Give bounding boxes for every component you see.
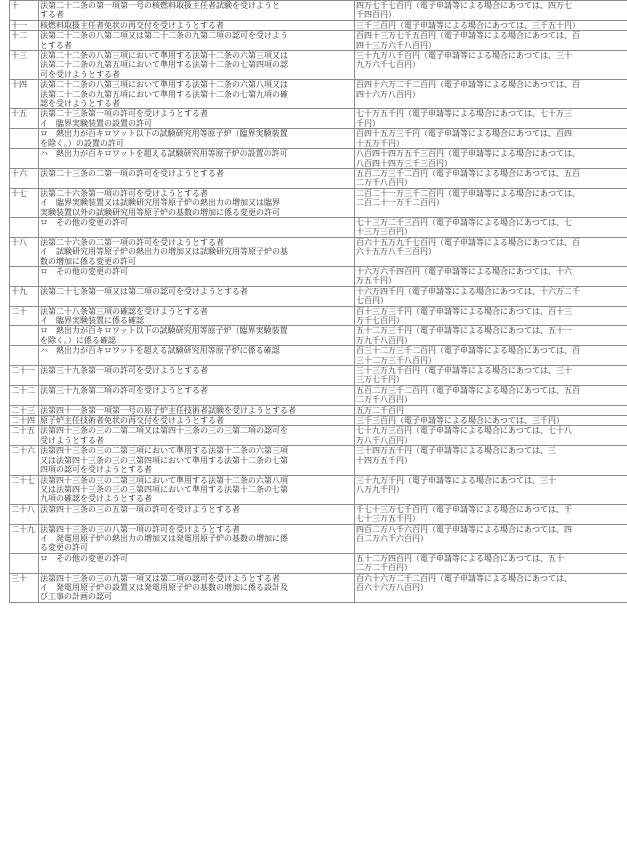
applicant-description [39, 51, 355, 80]
table-row [10, 1, 627, 21]
text-line: 三万七千円） [356, 375, 404, 385]
fee-amount [355, 20, 627, 30]
text-line: 百四十六万二千二百円（電子申請等による場合にあつては、百 [356, 80, 580, 90]
text-line: 七十三万二千三百円（電子申請等による場合にあつては、七 [356, 217, 572, 227]
applicant-description [39, 553, 355, 573]
text-line: 九万六千七百円） [356, 60, 420, 70]
fee-amount [355, 188, 627, 217]
text-line: 法第二十二条の九第五項において準用する法第十二条の七第九項の確 [40, 89, 288, 99]
text-line: ハ 熱出力が百キロワットを超える試験研究用等原子炉の設置の許可 [40, 149, 288, 159]
item-number-continuation [10, 217, 39, 237]
item-number: 十九 [10, 286, 39, 306]
applicant-description [39, 416, 355, 426]
text-line: 法第四十三条の三の二第二項又は第四十三条の三の三第二項の認可を [40, 426, 288, 436]
item-number: 十一 [10, 20, 39, 30]
text-line: 法第三十九条第二項の許可を受けようとする者 [40, 385, 208, 395]
item-number: 二十六 [10, 446, 39, 475]
text-line: 三十九万八千百円（電子申請等による場合にあつては、三十 [356, 51, 572, 61]
item-number: 三十 [10, 573, 39, 602]
table-row [10, 168, 627, 188]
text-line: する者 [40, 10, 64, 20]
applicant-description [39, 80, 355, 109]
text-line: 法第四十三条の三の五第一項の許可を受けようとする者 [40, 504, 240, 514]
item-number: 十六 [10, 168, 39, 188]
item-number: 二十二 [10, 385, 39, 405]
fee-amount [355, 426, 627, 446]
text-line: び工事の計画の認可 [40, 592, 112, 602]
text-line: を除く。）に係る確認 [40, 335, 116, 345]
fee-schedule-document [9, 0, 623, 603]
text-line: 核燃料取扱主任者免状の再交付を受けようとする者 [40, 20, 224, 30]
table-row [10, 416, 627, 426]
text-line: 十五万千円） [356, 138, 404, 148]
applicant-description [39, 426, 355, 446]
text-line: 七十九万三百円（電子申請等による場合にあつては、七十八 [356, 426, 572, 436]
text-line: 八万九千円） [356, 484, 404, 494]
text-line: 千七十三万七千百円（電子申請等による場合にあつては、千 [356, 504, 572, 514]
fee-amount [355, 416, 627, 426]
item-number: 十五 [10, 109, 39, 129]
text-line: 二万二千百円） [356, 563, 412, 573]
text-line: 百二万六千六百円） [356, 533, 428, 543]
text-line: 法第四十三条の三の八第一項の許可を受けようとする者 [40, 524, 240, 534]
text-line: 法第二十三条の二第一項の許可を受けようとする者 [40, 168, 224, 178]
applicant-description [39, 475, 355, 504]
text-line: ロ その他の変更の許可 [40, 266, 128, 276]
text-line: 法第四十三条の三の九第一項又は第二項の認可を受けようとする者 [40, 573, 280, 583]
text-line: 法第三十九条第一項の許可を受けようとする者 [40, 366, 208, 376]
text-line: イ 試験研究用等原子炉の熱出力の増加又は試験研究用等原子炉の基 [40, 247, 288, 257]
text-line: 法第二十六条の二第一項の許可を受けようとする者 [40, 237, 224, 247]
applicant-description [39, 20, 355, 30]
text-line: 百四十五万三千円（電子申請等による場合にあつては、百四 [356, 129, 572, 139]
item-number: 二十五 [10, 426, 39, 446]
text-line: ロ 熱出力が百キロワット以下の試験研究用等原子炉（臨界実験装置 [40, 129, 288, 139]
item-number-continuation [10, 346, 39, 366]
text-line: 百六十五万九千七百円（電子申請等による場合にあつては、百 [356, 237, 580, 247]
text-line: 法第四十三条の三の二第三項において準用する法第十二条の六第八項 [40, 475, 288, 485]
item-number-continuation [10, 129, 39, 149]
table-row [10, 405, 627, 415]
text-line: 四百二万八千六百円（電子申請等による場合にあつては、四 [356, 524, 572, 534]
text-line: 百四十三万七千五百円（電子申請等による場合にあつては、百 [356, 31, 580, 41]
item-number: 十 [10, 1, 39, 21]
text-line: 四十三万六千八百円） [356, 40, 436, 50]
text-line: とする者 [40, 40, 72, 50]
item-number-continuation [10, 553, 39, 573]
applicant-description [39, 306, 355, 326]
item-number: 十四 [10, 80, 39, 109]
text-line: 受けようとする者 [40, 435, 104, 445]
text-line: 十三万三百円） [356, 227, 412, 237]
fee-amount [355, 80, 627, 109]
text-line: 百六十六万二千二百円（電子申請等による場合にあつては、 [356, 573, 572, 583]
text-line: 五十二万三千円（電子申請等による場合にあつては、五十一 [356, 326, 572, 336]
item-number-continuation [10, 266, 39, 286]
fee-amount [355, 217, 627, 237]
fee-amount [355, 446, 627, 475]
text-line: 千四百円） [356, 10, 396, 20]
text-line: 原子炉主任技術者免状の再交付を受けようとする者 [40, 416, 224, 426]
text-line: ロ その他の変更の許可 [40, 553, 128, 563]
applicant-description [39, 346, 355, 366]
text-line: 法第二十三条第一項の許可を受けようとする者 [40, 109, 208, 119]
text-line: イ 発電用原子炉の熱出力の増加又は発電用原子炉の基数の増加に係 [40, 533, 288, 543]
text-line: イ 臨界実験装置に係る確認 [40, 316, 144, 325]
applicant-description [39, 446, 355, 475]
fee-amount [355, 266, 627, 286]
table-row [10, 446, 627, 475]
text-line: 三千三百円（電子申請等による場合にあつては、三千五十円） [356, 20, 580, 30]
item-number-continuation [10, 149, 39, 169]
applicant-description [39, 217, 355, 237]
text-line: 八百四十四万五千三百円（電子申請等による場合にあつては、 [356, 149, 580, 159]
table-row [10, 573, 627, 602]
table-row [10, 475, 627, 504]
text-line: 法第二十二条の第一項第一号の核燃料取扱主任者試験を受けようと [40, 1, 280, 10]
text-line: 又は法第四十三条の三の三第四項において準用する法第十二条の七第 [40, 484, 288, 494]
fee-amount [355, 524, 627, 553]
fee-amount [355, 1, 627, 21]
text-line: 五百二万三千二百円（電子申請等による場合にあつては、五百 [356, 168, 580, 178]
table-row [10, 109, 627, 129]
applicant-description [39, 149, 355, 169]
applicant-description [39, 524, 355, 553]
applicant-description [39, 31, 355, 51]
text-line: 二百二十一万三千二百円（電子申請等による場合にあつては、 [356, 188, 580, 198]
text-line: 十六万四千円（電子申請等による場合にあつては、十六万二千 [356, 286, 580, 296]
table-row [10, 149, 627, 169]
text-line: 九項の確認を受けようとする者 [40, 494, 152, 504]
text-line: 七十三万五千円） [356, 514, 420, 524]
fee-amount [355, 385, 627, 405]
table-row [10, 217, 627, 237]
text-line: 法第二十八条第三項の確認を受けようとする者 [40, 306, 208, 316]
text-line: イ 臨界実験装置の設置の許可 [40, 118, 152, 128]
fee-amount [355, 326, 627, 346]
text-line: 百十三万三千円（電子申請等による場合にあつては、百十三 [356, 306, 572, 316]
applicant-description [39, 237, 355, 266]
applicant-description [39, 326, 355, 346]
applicant-description [39, 573, 355, 602]
fee-amount [355, 286, 627, 306]
text-line: イ 発電用原子炉の設置又は発電用原子炉の基数の増加に係る設計及 [40, 582, 288, 592]
text-line: 法第二十六条第一項の許可を受けようとする者 [40, 188, 208, 198]
item-number: 二十七 [10, 475, 39, 504]
fee-amount [355, 51, 627, 80]
text-line: 数の増加に係る変更の許可 [40, 256, 136, 266]
text-line: 三十二万三千八百円） [356, 355, 436, 365]
text-line: 五十二万四百円（電子申請等による場合にあつては、五十 [356, 553, 564, 563]
table-row [10, 306, 627, 326]
item-number: 二十九 [10, 524, 39, 553]
text-line: 四十六万八百円） [356, 89, 420, 99]
fee-amount [355, 306, 627, 326]
fee-amount [355, 366, 627, 386]
table-row [10, 524, 627, 553]
text-line: 法第四十一条第一項第一号の原子炉主任技術者試験を受けようとする者 [40, 405, 296, 415]
table-row [10, 366, 627, 386]
fee-amount [355, 149, 627, 169]
text-line: 十六万六千四百円（電子申請等による場合にあつては、十六 [356, 266, 572, 276]
text-line: 又は法第四十三条の三の三第四項において準用する法第十二条の七第 [40, 455, 288, 465]
fee-table [9, 0, 627, 603]
text-line: 百六十六万八百円） [356, 582, 428, 592]
text-line: 四万七千七百円（電子申請等による場合にあつては、四万七 [356, 1, 572, 10]
text-line: イ 臨界実験装置又は試験研究用等原子炉の熱出力の増加又は臨界 [40, 198, 280, 208]
fee-amount [355, 237, 627, 266]
item-number-continuation [10, 326, 39, 346]
text-line: ロ その他の変更の許可 [40, 217, 128, 227]
table-row [10, 51, 627, 80]
text-line: 万八千八百円） [356, 435, 412, 445]
text-line: ロ 熱出力が百キロワット以下の試験研究用等原子炉（臨界実験装置 [40, 326, 288, 336]
table-row [10, 266, 627, 286]
text-line: 四項の認可を受けようとする者 [40, 465, 152, 475]
fee-amount [355, 346, 627, 366]
table-row [10, 385, 627, 405]
item-number: 二十八 [10, 504, 39, 524]
table-row [10, 129, 627, 149]
fee-amount [355, 475, 627, 504]
text-line: 五百二万三千二百円（電子申請等による場合にあつては、五百 [356, 385, 580, 395]
text-line: 二百二十一万千二百円） [356, 198, 444, 208]
text-line: 六十五万八千三百円） [356, 247, 436, 257]
text-line: 実験装置以外の試験研究用等原子炉の基数の増加に係る変更の許可 [40, 207, 280, 217]
table-row [10, 326, 627, 346]
applicant-description [39, 366, 355, 386]
fee-amount [355, 129, 627, 149]
text-line: 三十三万九千百円（電子申請等による場合にあつては、三十 [356, 366, 572, 376]
applicant-description [39, 109, 355, 129]
table-row [10, 188, 627, 217]
text-line: 法第二十七条第一項又は第二項の認可を受けようとする者 [40, 286, 248, 296]
text-line: ハ 熱出力が百キロワットを超える試験研究用等原子炉に係る確認 [40, 346, 280, 356]
text-line: 万九千八百円） [356, 335, 412, 345]
applicant-description [39, 1, 355, 21]
applicant-description [39, 188, 355, 217]
text-line: 十四万五千円） [356, 455, 412, 465]
text-line: 可を受けようとする者 [40, 69, 120, 79]
text-line: 法第二十二条の八第三項において準用する法第十二条の六第三項又は [40, 51, 288, 61]
fee-table-body [10, 1, 627, 603]
text-line: 法第二十二条の九第五項において準用する法第十二条の七第四項の認 [40, 60, 288, 70]
table-row [10, 346, 627, 366]
text-line: 三千三百円（電子申請等による場合にあつては、三千円） [356, 416, 564, 426]
table-row [10, 31, 627, 51]
item-number: 十二 [10, 31, 39, 51]
table-row [10, 237, 627, 266]
fee-amount [355, 405, 627, 415]
text-line: る変更の許可 [40, 543, 88, 553]
text-line: 七十万五千円（電子申請等による場合にあつては、七十万三 [356, 109, 572, 119]
fee-amount [355, 31, 627, 51]
applicant-description [39, 266, 355, 286]
table-row [10, 80, 627, 109]
item-number: 十八 [10, 237, 39, 266]
text-line: 法第二十二条の八第二項又は第二十二条の九第二項の認可を受けよう [40, 31, 288, 41]
item-number: 二十四 [10, 416, 39, 426]
text-line: 三十九万千円（電子申請等による場合にあつては、三十 [356, 475, 556, 485]
table-row [10, 286, 627, 306]
fee-amount [355, 573, 627, 602]
text-line: 八百四十四万三千三百円） [356, 158, 452, 168]
table-row [10, 553, 627, 573]
item-number: 二十 [10, 306, 39, 326]
table-row [10, 504, 627, 524]
applicant-description [39, 168, 355, 188]
table-row [10, 20, 627, 30]
text-line: 二万千八百円） [356, 178, 412, 188]
item-number: 二十一 [10, 366, 39, 386]
item-number: 十七 [10, 188, 39, 217]
text-line: 万千七百円） [356, 316, 404, 325]
applicant-description [39, 405, 355, 415]
text-line: 百三十二万三千二百円（電子申請等による場合にあつては、百 [356, 346, 580, 356]
text-line: 法第四十三条の三の二第三項において準用する法第十二条の六第三項 [40, 446, 288, 456]
text-line: 法第二十二条の八第三項において準用する法第十二条の六第八項又は [40, 80, 288, 90]
fee-amount [355, 168, 627, 188]
fee-amount [355, 504, 627, 524]
text-line: 認を受けようとする者 [40, 99, 120, 109]
text-line: 三十四万五千円（電子申請等による場合にあつては、三 [356, 446, 556, 456]
applicant-description [39, 129, 355, 149]
text-line: 万五千円） [356, 276, 396, 286]
applicant-description [39, 385, 355, 405]
item-number: 二十三 [10, 405, 39, 415]
fee-amount [355, 109, 627, 129]
text-line: 七百円） [356, 296, 388, 306]
text-line: 二万千八百円） [356, 395, 412, 405]
text-line: を除く。）の設置の許可 [40, 138, 124, 148]
fee-amount [355, 553, 627, 573]
text-line: 千円） [356, 118, 380, 128]
text-line: 五万二千百円 [356, 405, 404, 415]
applicant-description [39, 286, 355, 306]
applicant-description [39, 504, 355, 524]
table-row [10, 426, 627, 446]
item-number: 十三 [10, 51, 39, 80]
